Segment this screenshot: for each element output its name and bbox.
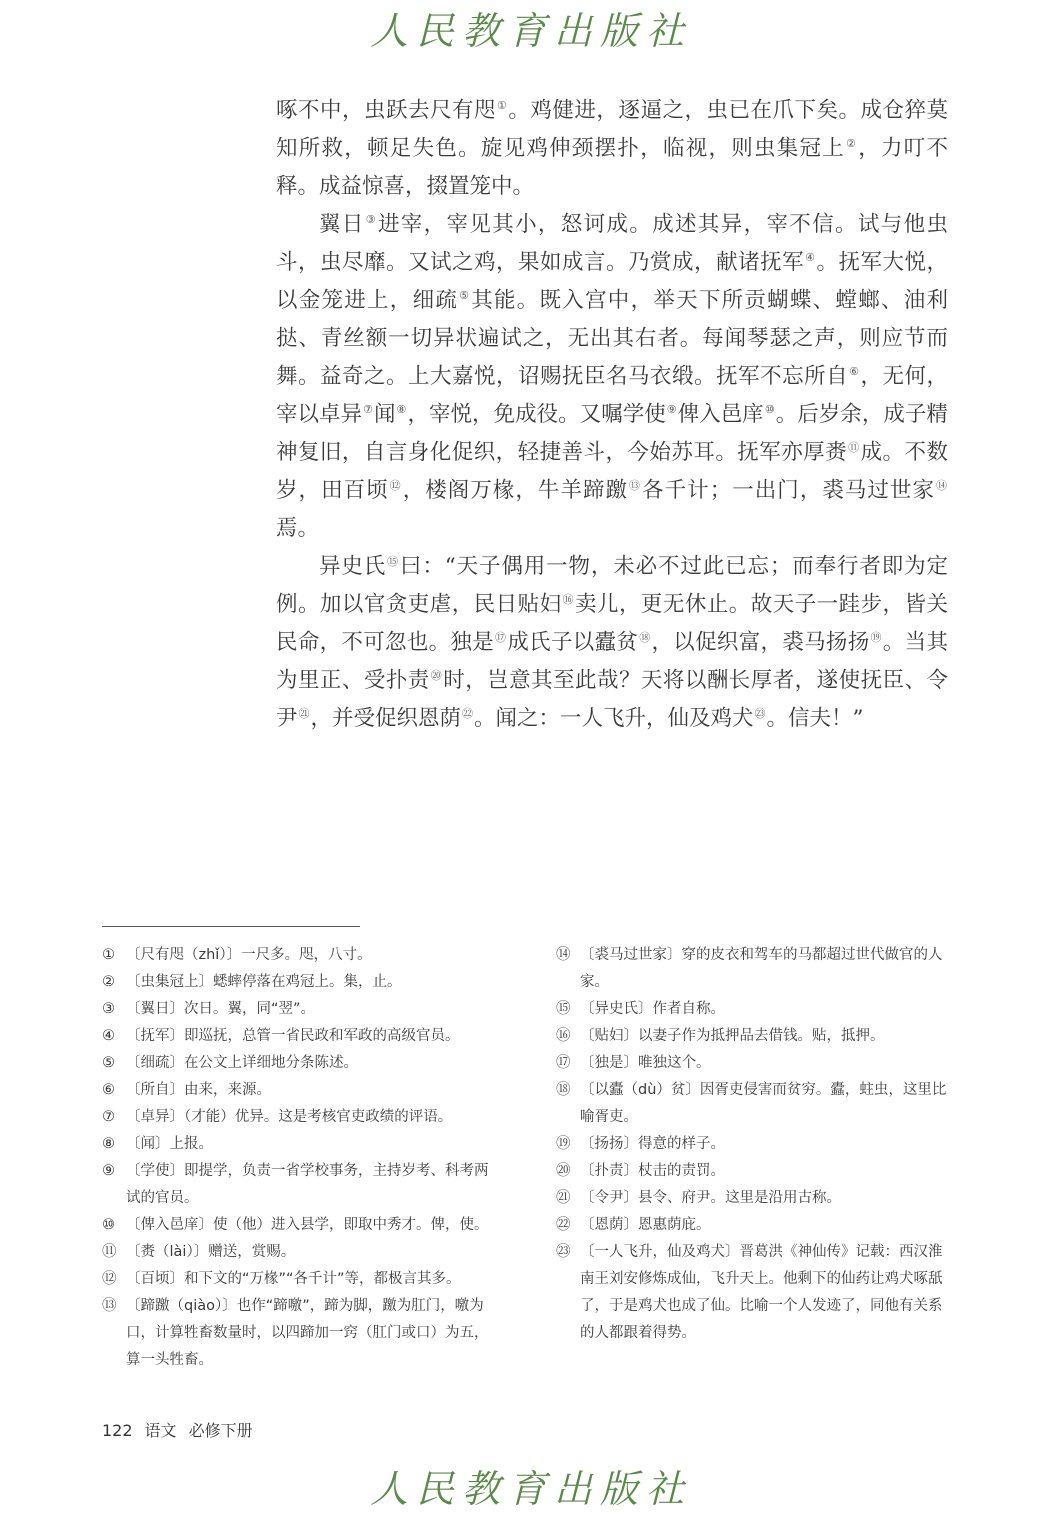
footnote-number: ③ [102,1001,115,1017]
footnote-text: 〔尺有咫（zhǐ）〕一尺多。咫，八寸。 [126,947,372,963]
footnote-number: ⑯ [556,1028,571,1044]
text-segment: 啄不中，虫跃去尺有咫 [276,98,497,123]
paragraph [276,206,948,548]
footnote [102,996,502,1023]
footnote [556,942,948,996]
footnote [102,1131,502,1158]
footnote-number: ⑬ [102,1298,117,1314]
footnote-marker: ⑥ [849,364,860,378]
text-segment: 进宰，宰见其小，怒诃成。成述其异，宰不信。试与他虫斗，虫尽靡。又试之鸡，果如成言。乃赏成，献诸抚军 [276,212,948,275]
footnote [102,969,502,996]
footnote-text: 〔扬扬〕得意的样子。 [580,1136,725,1152]
footnote-marker: ⑫ [389,478,402,492]
footnote-text: 〔翼日〕次日。翼，同“翌”。 [126,1001,316,1017]
footnote-number: ⑪ [102,1244,117,1260]
footnote-marker: ㉓ [754,706,766,720]
text-segment: 卖儿，更无休止。故天子一跬步，皆关民命，不可忽也。独是 [276,592,948,655]
footnote-marker: ⑨ [666,402,677,416]
text-segment: 焉。 [276,516,320,541]
footnote-text: 〔蹄躈（qiào）〕也作“蹄噭”，蹄为脚，躈为肛门，噭为口，计算牲畜数量时，以四蹄加一窍（肛门或口）为五，算一头牲畜。 [126,1298,489,1368]
footnote [556,1212,948,1239]
publisher-logo-bottom: 人民教育出版社 [369,1467,692,1511]
footnote-marker: ⑱ [639,630,651,644]
text-segment: ，以促织富，裘马扬扬 [651,630,870,655]
footnote-text: 〔所自〕由来，来源。 [126,1082,271,1098]
main-text [276,92,948,738]
text-segment: 其能。既入宫中，举天下所贡蝴蝶、螳螂、油利挞、青丝额一切异状遍试之，无出其右者。每闻琴瑟之声，则应节而舞。益奇之。上大嘉悦，诏赐抚臣名马衣缎。抚军不忘所自 [276,288,948,389]
footnote-number: ⑧ [102,1136,115,1152]
text-segment: 。信夫！” [766,706,864,731]
page-footer [102,1418,265,1441]
paragraph [276,92,948,206]
text-segment: 。闻之：一人飞升，仙及鸡犬 [474,706,754,731]
footnote-marker: ⑮ [387,554,399,568]
footnote [102,1104,502,1131]
footnote [556,996,948,1023]
footnote-marker: ㉒ [462,706,474,720]
subject-label: 语文 [144,1421,177,1440]
footnote-number: ㉒ [556,1217,571,1233]
footnotes-right [556,942,948,1347]
text-segment: 曰：“天子偶用一物，未必不过此已忘；而奉行者即为定例。加以官贪吏虐，民日贴妇 [276,554,948,617]
footnote-text: 〔细疏〕在公文上详细地分条陈述。 [126,1055,358,1071]
footnote-number: ④ [102,1028,115,1044]
volume-label: 必修下册 [188,1421,253,1440]
footnote-marker: ⑬ [629,478,642,492]
footnote [102,1266,502,1293]
footnote-marker: ⑲ [870,630,882,644]
footnote-marker: ⑦ [363,402,374,416]
footnote-number: ㉑ [556,1190,571,1206]
footnotes-left [102,942,502,1374]
footnote [102,1077,502,1104]
footnote-number: ⑱ [556,1082,571,1098]
footnote-number: ① [102,947,115,963]
footnote-text: 〔俾入邑庠〕使（他）进入县学，即取中秀才。俾，使。 [126,1217,489,1233]
text-segment: 成氏子以蠹贫 [507,630,639,655]
footnote [556,1077,948,1131]
footnote-marker: ⑰ [495,630,507,644]
text-segment: 闻 [374,402,396,427]
footnote-marker: ⑭ [936,478,948,492]
footnote-number: ⑰ [556,1055,571,1071]
text-segment: 俾入邑庠 [677,402,764,427]
footnote-text: 〔学使〕即提学，负责一省学校事务，主持岁考、科考两试的官员。 [126,1163,489,1206]
footnote-text: 〔异史氏〕作者自称。 [580,1001,725,1017]
footnote-number: ⑨ [102,1163,115,1179]
publisher-logo-top: 人民教育出版社 [369,9,692,53]
page-number: 122 [102,1421,133,1440]
text-segment: ，宰悦，免成役。又嘱学使 [407,402,666,427]
footnote-text: 〔虫集冠上〕蟋蟀停落在鸡冠上。集，止。 [126,974,402,990]
footnote-text: 〔贴妇〕以妻子作为抵押品去借钱。贴，抵押。 [580,1028,885,1044]
footnote [102,1023,502,1050]
footnote-text: 〔独是〕唯独这个。 [580,1055,711,1071]
footnote [556,1185,948,1212]
footnote-text: 〔裘马过世家〕穿的皮衣和驾车的马都超过世代做官的人家。 [580,947,943,990]
footnote [102,1212,502,1239]
text-segment: ，楼阁万椽，牛羊蹄躈 [402,478,629,503]
footnote-number: ⑲ [556,1136,571,1152]
footnote-marker: ⑧ [396,402,407,416]
footnote-number: ② [102,974,115,990]
text-segment: 。当其为里正、受扑责 [276,630,948,693]
footnote [556,1131,948,1158]
footnote [556,1023,948,1050]
footnote [556,1239,948,1347]
footnote [102,1293,502,1374]
text-segment: 。抚军大悦，以金笼进上，细疏 [276,250,948,313]
footnote [102,1158,502,1212]
footnote-divider [102,926,360,927]
text-segment: 各千计；一出门，裘马过世家 [642,478,936,503]
footnote-marker: ⑩ [764,402,775,416]
footnote-marker: ⑳ [430,668,443,682]
text-segment: 。鸡健进，逐逼之，虫已在爪下矣。成仓猝莫知所救，顿足失色。旋见鸡伸颈摆扑，临视，则虫集冠上 [276,98,948,161]
footnote-number: ⑥ [102,1082,115,1098]
text-segment: ，并受促织恩荫 [310,706,462,731]
footnote-text: 〔令尹〕县令、府尹。这里是沿用古称。 [580,1190,841,1206]
footnote-text: 〔闻〕上报。 [126,1136,213,1152]
footnote-marker: ① [497,98,508,112]
text-segment: 。后岁余，成子精神复旧，自言身化促织，轻捷善斗，今始苏耳。抚军亦厚赉 [276,402,948,465]
text-segment: ，力叮不释。成益惊喜，掇置笼中。 [276,136,948,199]
footnote [102,942,502,969]
footnote-marker: ② [846,136,858,150]
footnote-marker: ㉑ [298,706,310,720]
text-segment: 成。不数岁，田百顷 [276,440,948,503]
footnote-text: 〔抚军〕即巡抚，总管一省民政和军政的高级官员。 [126,1028,460,1044]
footnote-marker: ⑪ [848,440,860,454]
footnote-text: 〔卓异〕（才能）优异。这是考核官吏政绩的评语。 [126,1109,453,1125]
footnote-number: ⑮ [556,1001,571,1017]
footnote-number: ⑭ [556,947,571,963]
footnote [102,1050,502,1077]
text-segment: 异史氏 [319,554,387,579]
footnote-marker: ③ [365,212,377,226]
footnote-text: 〔恩荫〕恩惠荫庇。 [580,1217,711,1233]
footnote [556,1050,948,1077]
footnote-text: 〔一人飞升，仙及鸡犬〕晋葛洪《神仙传》记载：西汉淮南王刘安修炼成仙，飞升天上。他剩下的仙药让鸡犬啄舐了，于是鸡犬也成了仙。比喻一个人发迹了，同他有关系的人都跟着得势。 [580,1244,943,1341]
footnote-number: ⑦ [102,1109,115,1125]
text-segment: 时，岂意其至此哉？天将以酬长厚者，遂使抚臣、令尹 [276,668,948,731]
footnote-number: ⑤ [102,1055,115,1071]
footnote-text: 〔扑责〕杖击的责罚。 [580,1163,725,1179]
text-segment: ，无何，宰以卓异 [276,364,948,427]
footnote-marker: ⑯ [562,592,575,606]
footnote-number: ⑩ [102,1217,115,1233]
text-segment: 翼日 [319,212,365,237]
footnote-marker: ⑤ [459,288,471,302]
footnote [102,1239,502,1266]
footnote-number: ⑫ [102,1271,117,1287]
footnote-text: 〔赉（lài）〕赠送，赏赐。 [126,1244,296,1260]
footnote-text: 〔以蠹（dù）贫〕因胥吏侵害而贫穷。蠹，蛀虫，这里比喻胥吏。 [580,1082,947,1125]
footnote [556,1158,948,1185]
footnote-number: ㉓ [556,1244,571,1260]
footnote-number: ⑳ [556,1163,571,1179]
footnote-text: 〔百顷〕和下文的“万椽”“各千计”等，都极言其多。 [126,1271,461,1287]
footnote-marker: ④ [805,250,816,264]
paragraph [276,548,948,738]
